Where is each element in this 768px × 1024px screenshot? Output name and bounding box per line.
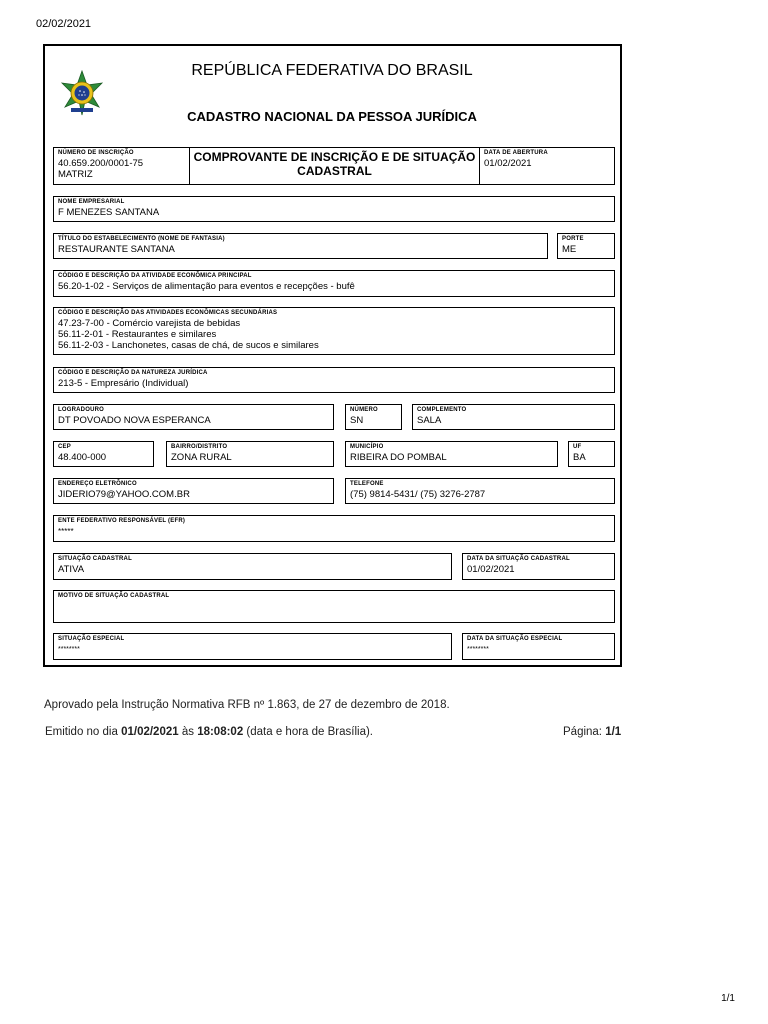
municipio-label: MUNICÍPIO bbox=[350, 444, 384, 450]
page-indicator bbox=[563, 726, 621, 738]
efr-label: ENTE FEDERATIVO RESPONSÁVEL (EFR) bbox=[58, 518, 186, 524]
titulo-value: RESTAURANTE SANTANA bbox=[58, 244, 175, 255]
municipio-value: RIBEIRA DO POMBAL bbox=[350, 452, 447, 463]
atividade-principal-value: 56.20-1-02 - Serviços de alimentação para eventos e recepções - bufê bbox=[58, 281, 355, 292]
uf-box bbox=[568, 441, 615, 467]
emission-info bbox=[45, 726, 373, 738]
data-situacao-cadastral-label: DATA DA SITUAÇÃO CADASTRAL bbox=[467, 556, 570, 562]
uf-label: UF bbox=[573, 444, 582, 450]
nome-empresarial-box bbox=[53, 196, 615, 222]
email-box bbox=[53, 478, 334, 504]
list-item: 56.11-2-03 - Lanchonetes, casas de chá, de sucos e similares bbox=[58, 340, 319, 351]
data-situacao-especial-value: ******** bbox=[467, 646, 489, 653]
cep-box bbox=[53, 441, 154, 467]
numero-box bbox=[345, 404, 402, 430]
bairro-label: BAIRRO/DISTRITO bbox=[171, 444, 228, 450]
titulo-label: TÍTULO DO ESTABELECIMENTO (NOME DE FANTASIA) bbox=[58, 236, 225, 242]
comprovante-line2: CADASTRAL bbox=[297, 164, 372, 178]
complemento-box bbox=[412, 404, 615, 430]
emission-mid: às bbox=[178, 726, 198, 738]
atividades-secundarias-label: CÓDIGO E DESCRIÇÃO DAS ATIVIDADES ECONÔMICAS SECUNDÁRIAS bbox=[58, 310, 278, 316]
print-date: 02/02/2021 bbox=[36, 18, 92, 30]
emission-prefix: Emitido no dia bbox=[45, 726, 122, 738]
nome-empresarial-value: F MENEZES SANTANA bbox=[58, 207, 160, 218]
atividades-secundarias-list bbox=[58, 318, 319, 351]
atividade-principal-box bbox=[53, 270, 615, 297]
comprovante-box bbox=[189, 147, 480, 185]
inscricao-value bbox=[58, 158, 143, 180]
data-situacao-cadastral-value: 01/02/2021 bbox=[467, 564, 515, 575]
complemento-label: COMPLEMENTO bbox=[417, 407, 467, 413]
inscricao-number: 40.659.200/0001-75 bbox=[58, 158, 144, 169]
uf-value: BA bbox=[573, 452, 586, 463]
abertura-box bbox=[479, 147, 615, 185]
situacao-cadastral-box bbox=[53, 553, 452, 580]
page-value: 1/1 bbox=[605, 726, 622, 738]
numero-value: SN bbox=[350, 415, 364, 426]
nome-empresarial-label: NOME EMPRESARIAL bbox=[58, 199, 125, 205]
republic-title: REPÚBLICA FEDERATIVA DO BRASIL bbox=[191, 62, 473, 79]
efr-value: ***** bbox=[58, 527, 74, 536]
cep-value: 48.400-000 bbox=[58, 452, 107, 463]
situacao-especial-value: ******** bbox=[58, 646, 80, 653]
motivo-box bbox=[53, 590, 615, 623]
comprovante-title bbox=[190, 150, 479, 178]
municipio-box bbox=[345, 441, 558, 467]
natureza-juridica-value: 213-5 - Empresário (Individual) bbox=[58, 378, 189, 389]
telefone-value: (75) 9814-5431/ (75) 3276-2787 bbox=[350, 489, 486, 500]
data-situacao-especial-label: DATA DA SITUAÇÃO ESPECIAL bbox=[467, 636, 563, 642]
situacao-cadastral-label: SITUAÇÃO CADASTRAL bbox=[58, 556, 132, 562]
inscricao-box bbox=[53, 147, 190, 185]
telefone-label: TELEFONE bbox=[350, 481, 384, 487]
complemento-value: SALA bbox=[417, 415, 442, 426]
natureza-juridica-label: CÓDIGO E DESCRIÇÃO DA NATUREZA JURÍDICA bbox=[58, 370, 208, 376]
situacao-especial-label: SITUAÇÃO ESPECIAL bbox=[58, 636, 125, 642]
porte-label: PORTE bbox=[562, 236, 584, 242]
motivo-label: MOTIVO DE SITUAÇÃO CADASTRAL bbox=[58, 593, 170, 599]
email-value: JIDERIO79@YAHOO.COM.BR bbox=[58, 489, 190, 500]
list-item: 47.23-7-00 - Comércio varejista de bebidas bbox=[58, 318, 241, 329]
natureza-juridica-box bbox=[53, 367, 615, 393]
porte-value: ME bbox=[562, 244, 577, 255]
email-label: ENDEREÇO ELETRÔNICO bbox=[58, 481, 137, 487]
approval-note: Aprovado pela Instrução Normativa RFB nº 1.863, de 27 de dezembro de 2018. bbox=[44, 699, 450, 711]
logradouro-label: LOGRADOURO bbox=[58, 407, 104, 413]
atividades-secundarias-box bbox=[53, 307, 615, 355]
bairro-box bbox=[166, 441, 334, 467]
data-situacao-cadastral-box bbox=[462, 553, 615, 580]
abertura-value: 01/02/2021 bbox=[484, 158, 532, 169]
titulo-box bbox=[53, 233, 548, 259]
numero-label: NÚMERO bbox=[350, 407, 378, 413]
page-counter: 1/1 bbox=[721, 993, 735, 1004]
logradouro-box bbox=[53, 404, 334, 430]
emission-time: 18:08:02 bbox=[197, 726, 244, 738]
emission-date: 01/02/2021 bbox=[121, 726, 179, 738]
telefone-box bbox=[345, 478, 615, 504]
registry-subtitle: CADASTRO NACIONAL DA PESSOA JURÍDICA bbox=[187, 109, 477, 124]
porte-box bbox=[557, 233, 615, 259]
logradouro-value: DT POVOADO NOVA ESPERANCA bbox=[58, 415, 211, 426]
atividade-principal-label: CÓDIGO E DESCRIÇÃO DA ATIVIDADE ECONÔMICA PRINCIPAL bbox=[58, 273, 252, 279]
emission-suffix: (data e hora de Brasília). bbox=[243, 726, 373, 738]
data-situacao-especial-box bbox=[462, 633, 615, 660]
situacao-especial-box bbox=[53, 633, 452, 660]
page-label: Página: bbox=[563, 726, 606, 738]
bairro-value: ZONA RURAL bbox=[171, 452, 232, 463]
inscricao-label: NÚMERO DE INSCRIÇÃO bbox=[58, 150, 134, 156]
inscricao-type: MATRIZ bbox=[58, 169, 93, 180]
cep-label: CEP bbox=[58, 444, 71, 450]
list-item: 56.11-2-01 - Restaurantes e similares bbox=[58, 329, 217, 340]
abertura-label: DATA DE ABERTURA bbox=[484, 150, 548, 156]
efr-box bbox=[53, 515, 615, 542]
comprovante-line1: COMPROVANTE DE INSCRIÇÃO E DE SITUAÇÃO bbox=[193, 150, 476, 164]
situacao-cadastral-value: ATIVA bbox=[58, 564, 85, 575]
